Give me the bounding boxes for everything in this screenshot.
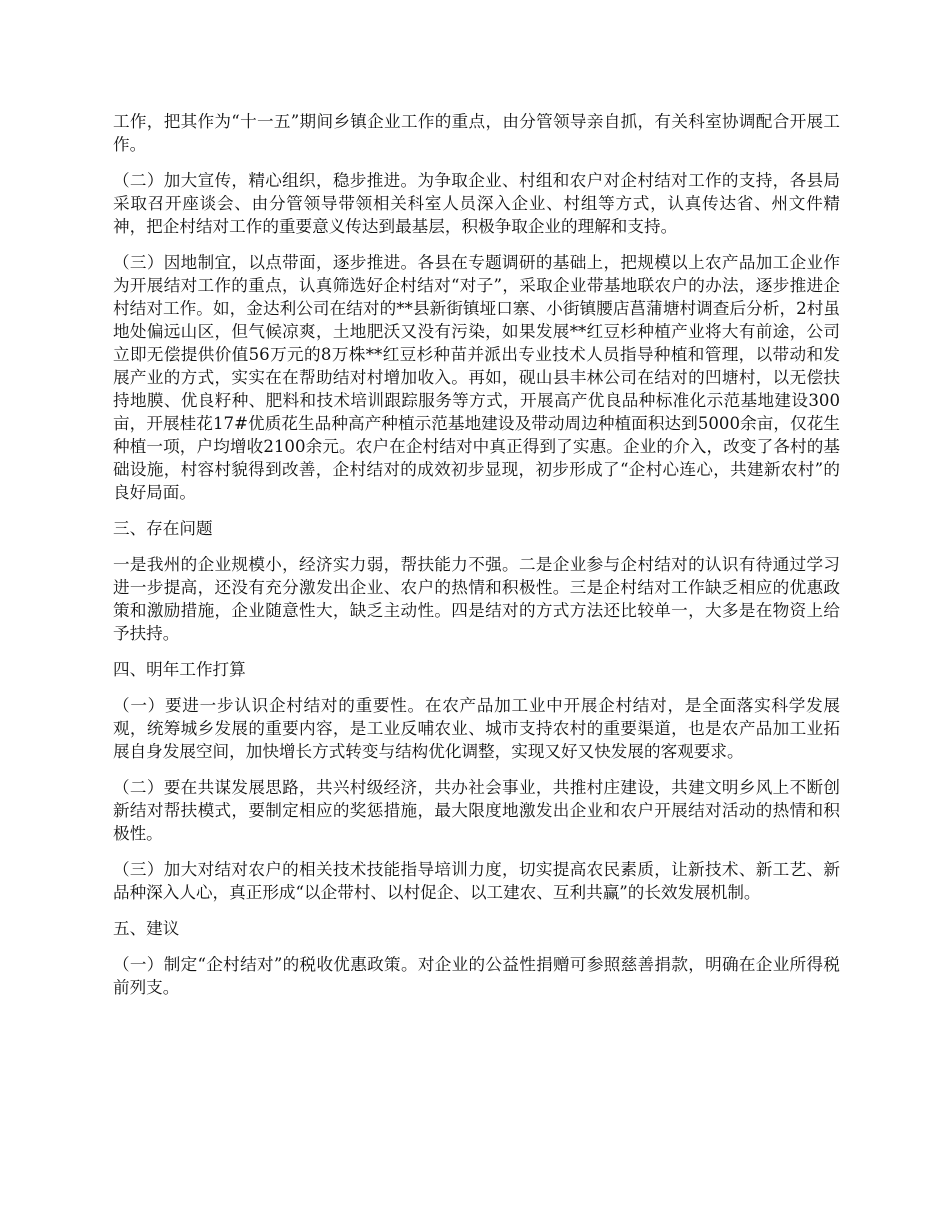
section-heading-problems: 三、存在问题 [113,519,213,538]
document-body [113,110,840,1012]
paragraph-continuation: 工作，把其作为“十一五”期间乡镇企业工作的重点，由分管领导亲自抓，有关科室协调配合开展工作。 [113,112,840,154]
section-heading-next-year-plan: 四、明年工作打算 [113,660,246,679]
paragraph-suggestion-one: （一）制定“企村结对”的税收优惠政策。对企业的公益性捐赠可参照慈善捐款，明确在企业所得税前列支。 [113,955,840,997]
paragraph-plan-one: （一）要进一步认识企村结对的重要性。在农产品加工业中开展企村结对，是全面落实科学发展观，统筹城乡发展的重要内容，是工业反哺农业、城市支持农村的重要渠道，也是农产品加工业拓展自身发展空间，加快增长方式转变与结构优化调整，实现又好又快发展的客观要求。 [113,696,840,761]
paragraph-local-conditions: （三）因地制宜，以点带面，逐步推进。各县在专题调研的基础上，把规模以上农产品加工企业作为开展结对工作的重点，认真筛选好企村结对“对子”，采取企业带基地联农户的办法，逐步推进企村结对工作。如，金达利公司在结对的**县新街镇垭口寨、小街镇腰店菖蒲塘村调查后分析，2村虽地处偏远山区，但气候凉爽，土地肥沃又没有污染，如果发展**红豆杉种植产业将大有前途，公司立即无偿提供价值56万元的8万株**红豆杉种苗并派出专业技术人员指导种植和管理，以带动和发展产业的方式，实实在在帮助结对村增加收入。再如，砚山县丰林公司在结对的凹塘村，以无偿扶持地膜、优良籽种、肥料和技术培训跟踪服务等方式，开展高产优良品种标准化示范基地建设300亩，开展桂花17#优质花生品种高产种植示范基地建设及带动周边种植面积达到5000余亩，仅花生种植一项，户均增收2100余元。农户在企村结对中真正得到了实惠。企业的介入，改变了各村的基础设施，村容村貌得到改善，企村结对的成效初步显现，初步形成了“企村心连心，共建新农村”的良好局面。 [113,253,840,502]
paragraph-problems: 一是我州的企业规模小，经济实力弱，帮扶能力不强。二是企业参与企村结对的认识有待通过学习进一步提高，还没有充分激发出企业、农户的热情和积极性。三是企村结对工作缺乏相应的优惠政策和激励措施，企业随意性大，缺乏主动性。四是结对的方式方法还比较单一，大多是在物资上给予扶持。 [113,555,840,643]
paragraph-publicity: （二）加大宣传，精心组织，稳步推进。为争取企业、村组和农户对企村结对工作的支持，各县局采取召开座谈会、由分管领导带领相关科室人员深入企业、村组等方式，认真传达省、州文件精神，把企村结对工作的重要意义传达到最基层，积极争取企业的理解和支持。 [113,171,840,236]
paragraph-plan-three: （三）加大对结对农户的相关技术技能指导培训力度，切实提高农民素质，让新技术、新工艺、新品种深入人心，真正形成“以企带村、以村促企、以工建农、互利共赢”的长效发展机制。 [113,860,840,902]
paragraph-plan-two: （二）要在共谋发展思路，共兴村级经济，共办社会事业，共推村庄建设，共建文明乡风上不断创新结对帮扶模式，要制定相应的奖惩措施，最大限度地激发出企业和农户开展结对活动的热情和积极性。 [113,778,840,843]
section-heading-suggestions: 五、建议 [113,919,180,938]
